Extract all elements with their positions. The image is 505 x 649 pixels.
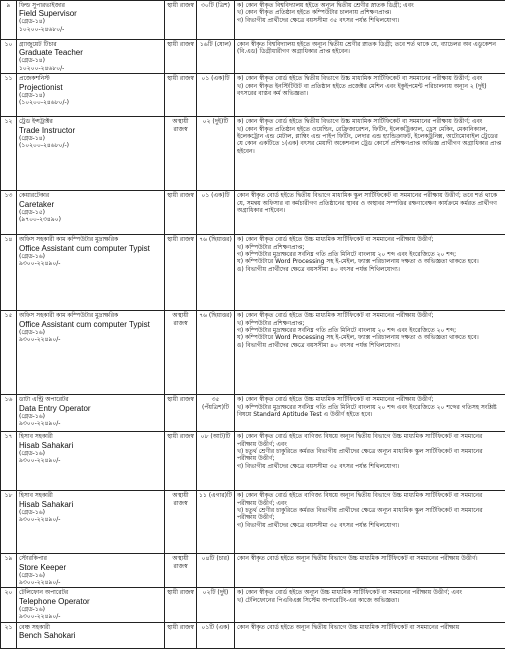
table-row bbox=[1, 491, 505, 554]
qualification-line: খ) কোন স্বীকৃত ইনস্টিটিউট বা প্রতিষ্ঠান হইতে প্রজেক্টর মেশিন এবং ইকুইপমেন্ট পরিচালনায় অন্যূন ২ (দুই) বৎসরের বাস্তব কর্ম অভিজ্ঞতা। bbox=[237, 83, 503, 98]
pay-grade: (গ্রেড-১৬) bbox=[19, 606, 162, 613]
post-type-cell: স্থায়ী রাজস্ব bbox=[165, 588, 197, 622]
post-cell bbox=[17, 432, 165, 491]
post-name-en: Trade Instructor bbox=[19, 126, 162, 135]
qualification-line: ক) কোন স্বীকৃত বোর্ড হইতে দ্বিতীয় বিভাগে উচ্চ মাধ্যমিক সার্টিফিকেট বা সমমানের পরীক্ষায় উত্তীর্ণ; এবং bbox=[237, 75, 503, 82]
qualification-cell bbox=[235, 74, 505, 117]
table-row bbox=[1, 74, 505, 117]
pay-grade: (গ্রেড-১৬) bbox=[19, 572, 162, 579]
post-count-cell: ০৪টি (চার) bbox=[197, 554, 235, 588]
pay-grade: (গ্রেড-১৪) bbox=[19, 57, 162, 64]
post-count-cell: ৭৬ (ছিয়াত্তর) bbox=[197, 235, 235, 311]
serial-cell: ১০ bbox=[1, 40, 17, 74]
post-cell bbox=[17, 395, 165, 432]
post-cell bbox=[17, 74, 165, 117]
pay-grade: (গ্রেড-১৬) bbox=[19, 253, 162, 260]
post-count-cell: ০২টি (দুই) bbox=[197, 588, 235, 622]
qualification-line: ক) কোন স্বীকৃত বোর্ড হইতে অন্যূন উচ্চ মাধ্যমিক সার্টিফিকেট বা সমমানের পরীক্ষায় উত্তীর্ণ; এবং bbox=[237, 589, 503, 596]
post-name-bn: হিসাব সহকারী bbox=[19, 433, 162, 440]
post-cell bbox=[17, 622, 165, 648]
pay-grade: (গ্রেড-১৬) bbox=[19, 413, 162, 420]
post-cell bbox=[17, 491, 165, 554]
qualification-line: কোন স্বীকৃত বিশ্ববিদ্যালয় হইতে অন্যূন দ্বিতীয় শ্রেণীর স্নাতক ডিগ্রী; তবে শর্ত থাকে যে, ব্যাচেলর অব এডুকেশন (বি.এড) ডিগ্রীধারীগণ অগ্রাধিকার প্রাপ্ত হইবেন। bbox=[237, 41, 503, 56]
post-name-bn: অফিস সহকারী কাম কম্পিউটার মুদ্রাক্ষরিক bbox=[19, 312, 162, 319]
serial-cell: ৯ bbox=[1, 1, 17, 40]
qualification-line: খ) কম্পিউটার মুদ্রাক্ষরের সর্বনিম্ন গতি প্রতি মিনিটে বাংলায় ২০ শব্দ এবং ইংরেজিতে ২০ শব্দের গতিসহ সংশ্লিষ্ট বিষয়ে Standard Aptitude Test এ উত্তীর্ণ হইতে হবে। bbox=[237, 404, 503, 419]
post-type-cell: অস্থায়ী রাজস্ব bbox=[165, 311, 197, 395]
qualification-line: কোন স্বীকৃত বোর্ড হইতে দ্বিতীয় বিভাগে মাধ্যমিক স্কুল সার্টিফিকেট বা সমমানের পরীক্ষায় উত্তীর্ণ; তবে শর্ত থাকে যে, সমন্বয় অফিসার বা কর্মচারীগণ প্রতিষ্ঠানের স্থাবর ও অস্থাবর সম্পত্তির রক্ষণাবেক্ষণ কার্যক্রমে কর্মরত প্রার্থীগণ অগ্রাধিকার পাইবেন। bbox=[237, 192, 503, 214]
post-count-cell: ০১ (এক)টি bbox=[197, 191, 235, 235]
qualification-cell bbox=[235, 588, 505, 622]
pay-scale: (৯৭০০-২৩৪৯০) bbox=[19, 216, 162, 223]
serial-cell: ১৯ bbox=[1, 554, 17, 588]
post-count-cell: ১১ (এগার)টি bbox=[197, 491, 235, 554]
post-cell bbox=[17, 117, 165, 191]
serial-cell: ১৫ bbox=[1, 311, 17, 395]
post-name-en: Office Assistant cum computer Typist bbox=[19, 320, 162, 329]
qualification-line: ঙ) বিভাগীয় প্রার্থীদের ক্ষেত্রে বয়সসীমা ৪০ বৎসর পর্যন্ত শিথিলযোগ্য। bbox=[237, 342, 503, 349]
post-count-cell: ৩০টি (ত্রিশ) bbox=[197, 1, 235, 40]
qualification-line: ক) কোন স্বীকৃত বোর্ড হইতে উচ্চ মাধ্যমিক সার্টিফিকেট বা সমমানের পরীক্ষায় উত্তীর্ণ; bbox=[237, 312, 503, 319]
table-row bbox=[1, 191, 505, 235]
post-name-en: Caretaker bbox=[19, 200, 162, 209]
qualification-cell bbox=[235, 235, 505, 311]
post-cell bbox=[17, 1, 165, 40]
qualification-line: ক) কোন স্বীকৃত বোর্ড হইতে দ্বিতীয় বিভাগে উচ্চ মাধ্যমিক সার্টিফিকেট বা সমমানের পরীক্ষায় উত্তীর্ণ; এবং bbox=[237, 118, 503, 125]
qualification-line: গ) বিভাগীয় প্রার্থীদের ক্ষেত্রে বয়সসীমা ৩৫ বৎসর পর্যন্ত শিথিলযোগ্য। bbox=[237, 17, 503, 24]
post-name-en: Projectionist bbox=[19, 83, 162, 92]
post-type-cell: স্থায়ী রাজস্ব bbox=[165, 395, 197, 432]
pay-grade: (গ্রেড-১৬) bbox=[19, 509, 162, 516]
qualification-line: ক) কোন স্বীকৃত বোর্ড হইতে বাণিজ্য বিষয়ে অন্যূন দ্বিতীয় বিভাগে উচ্চ মাধ্যমিক সার্টিফিকেট বা সমমানের পরীক্ষায় উত্তীর্ণ; এবং bbox=[237, 492, 503, 507]
qualification-line: কোন স্বীকৃত বোর্ড হইতে অন্যূন দ্বিতীয় বিভাগে উচ্চ মাধ্যমিক সার্টিফিকেট বা সমমানের পরীক্ষায় উত্তীর্ণ। bbox=[237, 555, 503, 562]
pay-grade: (গ্রেড-১৬) bbox=[19, 450, 162, 457]
qualification-line: খ) চতুর্থ শ্রেণীর চাকুরিতে কর্মরত বিভাগীয় প্রার্থীদের ক্ষেত্রে অন্যূন মাধ্যমিক স্কুল সার্টিফিকেট বা সমমানের পরীক্ষায় উত্তীর্ণ; bbox=[237, 507, 503, 522]
qualification-line: খ) কম্পিউটার প্রশিক্ষণপ্রাপ্ত; bbox=[237, 320, 503, 327]
serial-cell: ১২ bbox=[1, 117, 17, 191]
qualification-cell bbox=[235, 432, 505, 491]
table-row bbox=[1, 40, 505, 74]
pay-scale: ৯৩০০-২২৪৯০/- bbox=[19, 420, 162, 427]
serial-cell: ২০ bbox=[1, 588, 17, 622]
pay-scale: ৯৩০০-২২৪৯০/- bbox=[19, 336, 162, 343]
post-count-cell: ৭৬ (ছিয়াত্তর) bbox=[197, 311, 235, 395]
post-cell bbox=[17, 554, 165, 588]
post-name-bn: প্রজেকশনিস্ট bbox=[19, 75, 162, 82]
post-cell bbox=[17, 191, 165, 235]
table-row bbox=[1, 554, 505, 588]
pay-scale: ১০২০০-২৪৬৮০/- bbox=[19, 26, 162, 33]
post-count-cell: ০১ (এক)টি bbox=[197, 74, 235, 117]
pay-scale: ৯৩০০-২২৪৯০/- bbox=[19, 260, 162, 267]
pay-scale: (১০২০০-২৪৬৮০/-) bbox=[19, 142, 162, 149]
serial-cell: ১৪ bbox=[1, 235, 17, 311]
qualification-cell bbox=[235, 554, 505, 588]
serial-cell: ১৮ bbox=[1, 491, 17, 554]
post-type-cell: স্থায়ী রাজস্ব bbox=[165, 40, 197, 74]
post-name-en: Hisab Sahakari bbox=[19, 500, 162, 509]
qualification-cell bbox=[235, 622, 505, 648]
serial-cell: ১৬ bbox=[1, 395, 17, 432]
post-name-bn: ডাটা এন্ট্রি অপারেটর bbox=[19, 396, 162, 403]
table-row bbox=[1, 432, 505, 491]
post-type-cell: স্থায়ী রাজস্ব bbox=[165, 1, 197, 40]
post-cell bbox=[17, 235, 165, 311]
post-cell bbox=[17, 588, 165, 622]
post-name-bn: টেলিফোন অপারেটর bbox=[19, 589, 162, 596]
pay-scale: ৯৩০০-২২৪৯০/- bbox=[19, 613, 162, 620]
qualification-line: ঘ) কম্পিউটারে Word Processing সহ ই-মেইল, ফ্যাক্স পরিচালনায় দক্ষতা ও অভিজ্ঞতা থাকতে হবে। bbox=[237, 258, 503, 265]
post-name-en: Graduate Teacher bbox=[19, 48, 162, 57]
qualification-cell bbox=[235, 311, 505, 395]
qualification-cell bbox=[235, 1, 505, 40]
table-row bbox=[1, 1, 505, 40]
post-name-en: Bench Sahokari bbox=[19, 631, 162, 640]
qualification-line: গ) বিভাগীয় প্রার্থীদের ক্ষেত্রে বয়সসীমা ৩৫ বৎসর পর্যন্ত শিথিলযোগ্য। bbox=[237, 463, 503, 470]
table-row bbox=[1, 395, 505, 432]
post-name-en: Store Keeper bbox=[19, 563, 162, 572]
qualification-cell bbox=[235, 491, 505, 554]
post-type-cell: অস্থায়ী রাজস্ব bbox=[165, 491, 197, 554]
qualification-cell bbox=[235, 117, 505, 191]
pay-scale: ৯৩০০-২২৪৯০/- bbox=[19, 579, 162, 586]
post-type-cell: স্থায়ী রাজস্ব bbox=[165, 74, 197, 117]
table-row bbox=[1, 311, 505, 395]
post-type-cell: অস্থায়ী রাজস্ব bbox=[165, 554, 197, 588]
post-type-cell: স্থায়ী রাজস্ব bbox=[165, 191, 197, 235]
post-name-bn: গ্র্যাজুয়েট টিচার bbox=[19, 41, 162, 48]
post-name-en: Data Entry Operator bbox=[19, 404, 162, 413]
qualification-line: ক) কোন স্বীকৃত বোর্ড হইতে বাণিজ্য বিষয়ে অন্যূন দ্বিতীয় বিভাগে উচ্চ মাধ্যমিক সার্টিফিকেট বা সমমানের পরীক্ষায় উত্তীর্ণ; এবং bbox=[237, 433, 503, 448]
post-count-cell: ৩৫ (পঁয়ত্রিশ)টি bbox=[197, 395, 235, 432]
post-count-cell: ০১টি (এক) bbox=[197, 622, 235, 648]
qualification-cell bbox=[235, 40, 505, 74]
qualification-line: ঙ) বিভাগীয় প্রার্থীদের ক্ষেত্রে বয়সসীমা ৪০ বৎসর পর্যন্ত শিথিলযোগ্য। bbox=[237, 266, 503, 273]
qualification-line: ক) কোন স্বীকৃত বোর্ড হইতে উচ্চ মাধ্যমিক সার্টিফিকেট বা সমমানের পরীক্ষায় উত্তীর্ণ; bbox=[237, 236, 503, 243]
post-name-bn: ফিল্ড সুপারভাইজার bbox=[19, 2, 162, 9]
post-name-en: Telephone Operator bbox=[19, 597, 162, 606]
qualification-line: কোন স্বীকৃত বোর্ড হইতে অন্যূন দ্বিতীয় বিভাগে উচ্চ মাধ্যমিক সার্টিফিকেট বা সমমানের পরীক্ষায় bbox=[237, 624, 503, 631]
qualification-line: খ) টেলিফোনের পিএবিএক্স সিস্টেম অপারেটিং-এর কাজে অভিজ্ঞতা। bbox=[237, 597, 503, 604]
qualification-line: ক) কোন স্বীকৃত বোর্ড হইতে উচ্চ মাধ্যমিক সার্টিফিকেট বা সমমানের পরীক্ষায় উত্তীর্ণ; bbox=[237, 396, 503, 403]
pay-scale: ৯৩০০-২২৪৯০/- bbox=[19, 516, 162, 523]
vacancy-table-body bbox=[1, 1, 505, 649]
pay-scale: (১০২০০-২৪৬৮০/-) bbox=[19, 99, 162, 106]
post-name-bn: কেয়ারটেকার bbox=[19, 192, 162, 199]
qualification-line: ঘ) কম্পিউটারে Word Processing সহ ই-মেইল, ফ্যাক্স পরিচালনায় দক্ষতা ও অভিজ্ঞতা থাকতে হবে। bbox=[237, 334, 503, 341]
qualification-line: খ) কোন স্বীকৃত প্রতিষ্ঠান হইতে ওয়েল্ডিং, রেফ্রিজারেশন, ফিটিং, ইলেকট্রিক্যাল, ড্রেস মেকিং, মেকানিক্যাল, ইলেকট্রোন এন্ড মেটাল, প্লাম্বিং এন্ড পাইপ ফিটিং, লেদার এন্ড হ্যান্ডিক্রাফট, ইলেকট্রনিক্স, অটোমোবাইল ট্রেডের যে কোন একটিতে ১(এক) বৎসর মেয়াদী অকেশনাল ট্রেড কোর্সে প্রশিক্ষণপ্রাপ্ত অভিজ্ঞ প্রার্থীগণ অগ্রাধিকার প্রাপ্ত হইবেন। bbox=[237, 126, 503, 156]
qualification-line: খ) কোন স্বীকৃত প্রতিষ্ঠান হইতে কম্পিউটার চালনায় প্রশিক্ষণপ্রাপ্ত। bbox=[237, 9, 503, 16]
post-count-cell: ০২ (দুই)টি bbox=[197, 117, 235, 191]
qualification-line: গ) কম্পিউটার মুদ্রাক্ষরের সর্বনিম্ন গতি প্রতি মিনিটে বাংলায় ২০ শব্দ এবং ইংরেজিতে ২০ শব্দ; bbox=[237, 251, 503, 258]
post-count-cell: ১৬টি (ষোল) bbox=[197, 40, 235, 74]
post-name-bn: অফিস সহকারী কাম কম্পিউটার মুদ্রাক্ষরিক bbox=[19, 236, 162, 243]
pay-scale: ১০২০০-২৪৬৮০/- bbox=[19, 65, 162, 72]
serial-cell: ১৭ bbox=[1, 432, 17, 491]
post-name-en: Office Assistant cum computer Typist bbox=[19, 244, 162, 253]
serial-cell: ১৩ bbox=[1, 191, 17, 235]
pay-grade: (গ্রেড-১৫) bbox=[19, 209, 162, 216]
post-type-cell: স্থায়ী রাজস্ব bbox=[165, 235, 197, 311]
qualification-line: খ) চতুর্থ শ্রেণীর চাকুরিতে কর্মরত বিভাগীয় প্রার্থীদের ক্ষেত্রে অন্যূন মাধ্যমিক স্কুল সার্টিফিকেট বা সমমানের পরীক্ষায় উত্তীর্ণ; bbox=[237, 448, 503, 463]
qualification-line: খ) কম্পিউটার প্রশিক্ষণপ্রাপ্ত; bbox=[237, 244, 503, 251]
qualification-line: ক) কোন স্বীকৃত বিশ্ববিদ্যালয় হইতে অন্যূন দ্বিতীয় শ্রেণীর স্নাতক ডিগ্রী; এবং bbox=[237, 2, 503, 9]
post-name-bn: হিসাব সহকারী bbox=[19, 492, 162, 499]
pay-grade: (গ্রেড-১৪) bbox=[19, 18, 162, 25]
post-type-cell: স্থায়ী রাজস্ব bbox=[165, 622, 197, 648]
pay-grade: (গ্রেড-১৪) bbox=[19, 92, 162, 99]
table-row bbox=[1, 235, 505, 311]
qualification-line: গ) কম্পিউটার মুদ্রাক্ষরের সর্বনিম্ন গতি প্রতি মিনিটে বাংলায় ২০ শব্দ এবং ইংরেজিতে ২০ শব্দ; bbox=[237, 327, 503, 334]
qualification-cell bbox=[235, 395, 505, 432]
post-name-bn: ট্রেড ইন্সট্রাক্টর bbox=[19, 118, 162, 125]
post-name-en: Field Supervisor bbox=[19, 9, 162, 18]
pay-scale: ৯৩০০-২২৪৯০/- bbox=[19, 457, 162, 464]
post-cell bbox=[17, 311, 165, 395]
table-row bbox=[1, 622, 505, 648]
pay-grade: (গ্রেড-১৬) bbox=[19, 329, 162, 336]
post-type-cell: অস্থায়ী রাজস্ব bbox=[165, 117, 197, 191]
pay-grade: (গ্রেড-১৪) bbox=[19, 135, 162, 142]
post-name-en: Hisab Sahakari bbox=[19, 441, 162, 450]
post-name-bn: বেঞ্চ সহকারী bbox=[19, 624, 162, 631]
table-row bbox=[1, 588, 505, 622]
qualification-line: গ) বিভাগীয় প্রার্থীদের ক্ষেত্রে বয়সসীমা ৩৫ বৎসর পর্যন্ত শিথিলযোগ্য। bbox=[237, 522, 503, 529]
post-name-bn: স্টোরকিপার bbox=[19, 555, 162, 562]
serial-cell: ২১ bbox=[1, 622, 17, 648]
post-cell bbox=[17, 40, 165, 74]
qualification-cell bbox=[235, 191, 505, 235]
serial-cell: ১১ bbox=[1, 74, 17, 117]
post-count-cell: ০৮ (আট)টি bbox=[197, 432, 235, 491]
post-type-cell: স্থায়ী রাজস্ব bbox=[165, 432, 197, 491]
table-row bbox=[1, 117, 505, 191]
